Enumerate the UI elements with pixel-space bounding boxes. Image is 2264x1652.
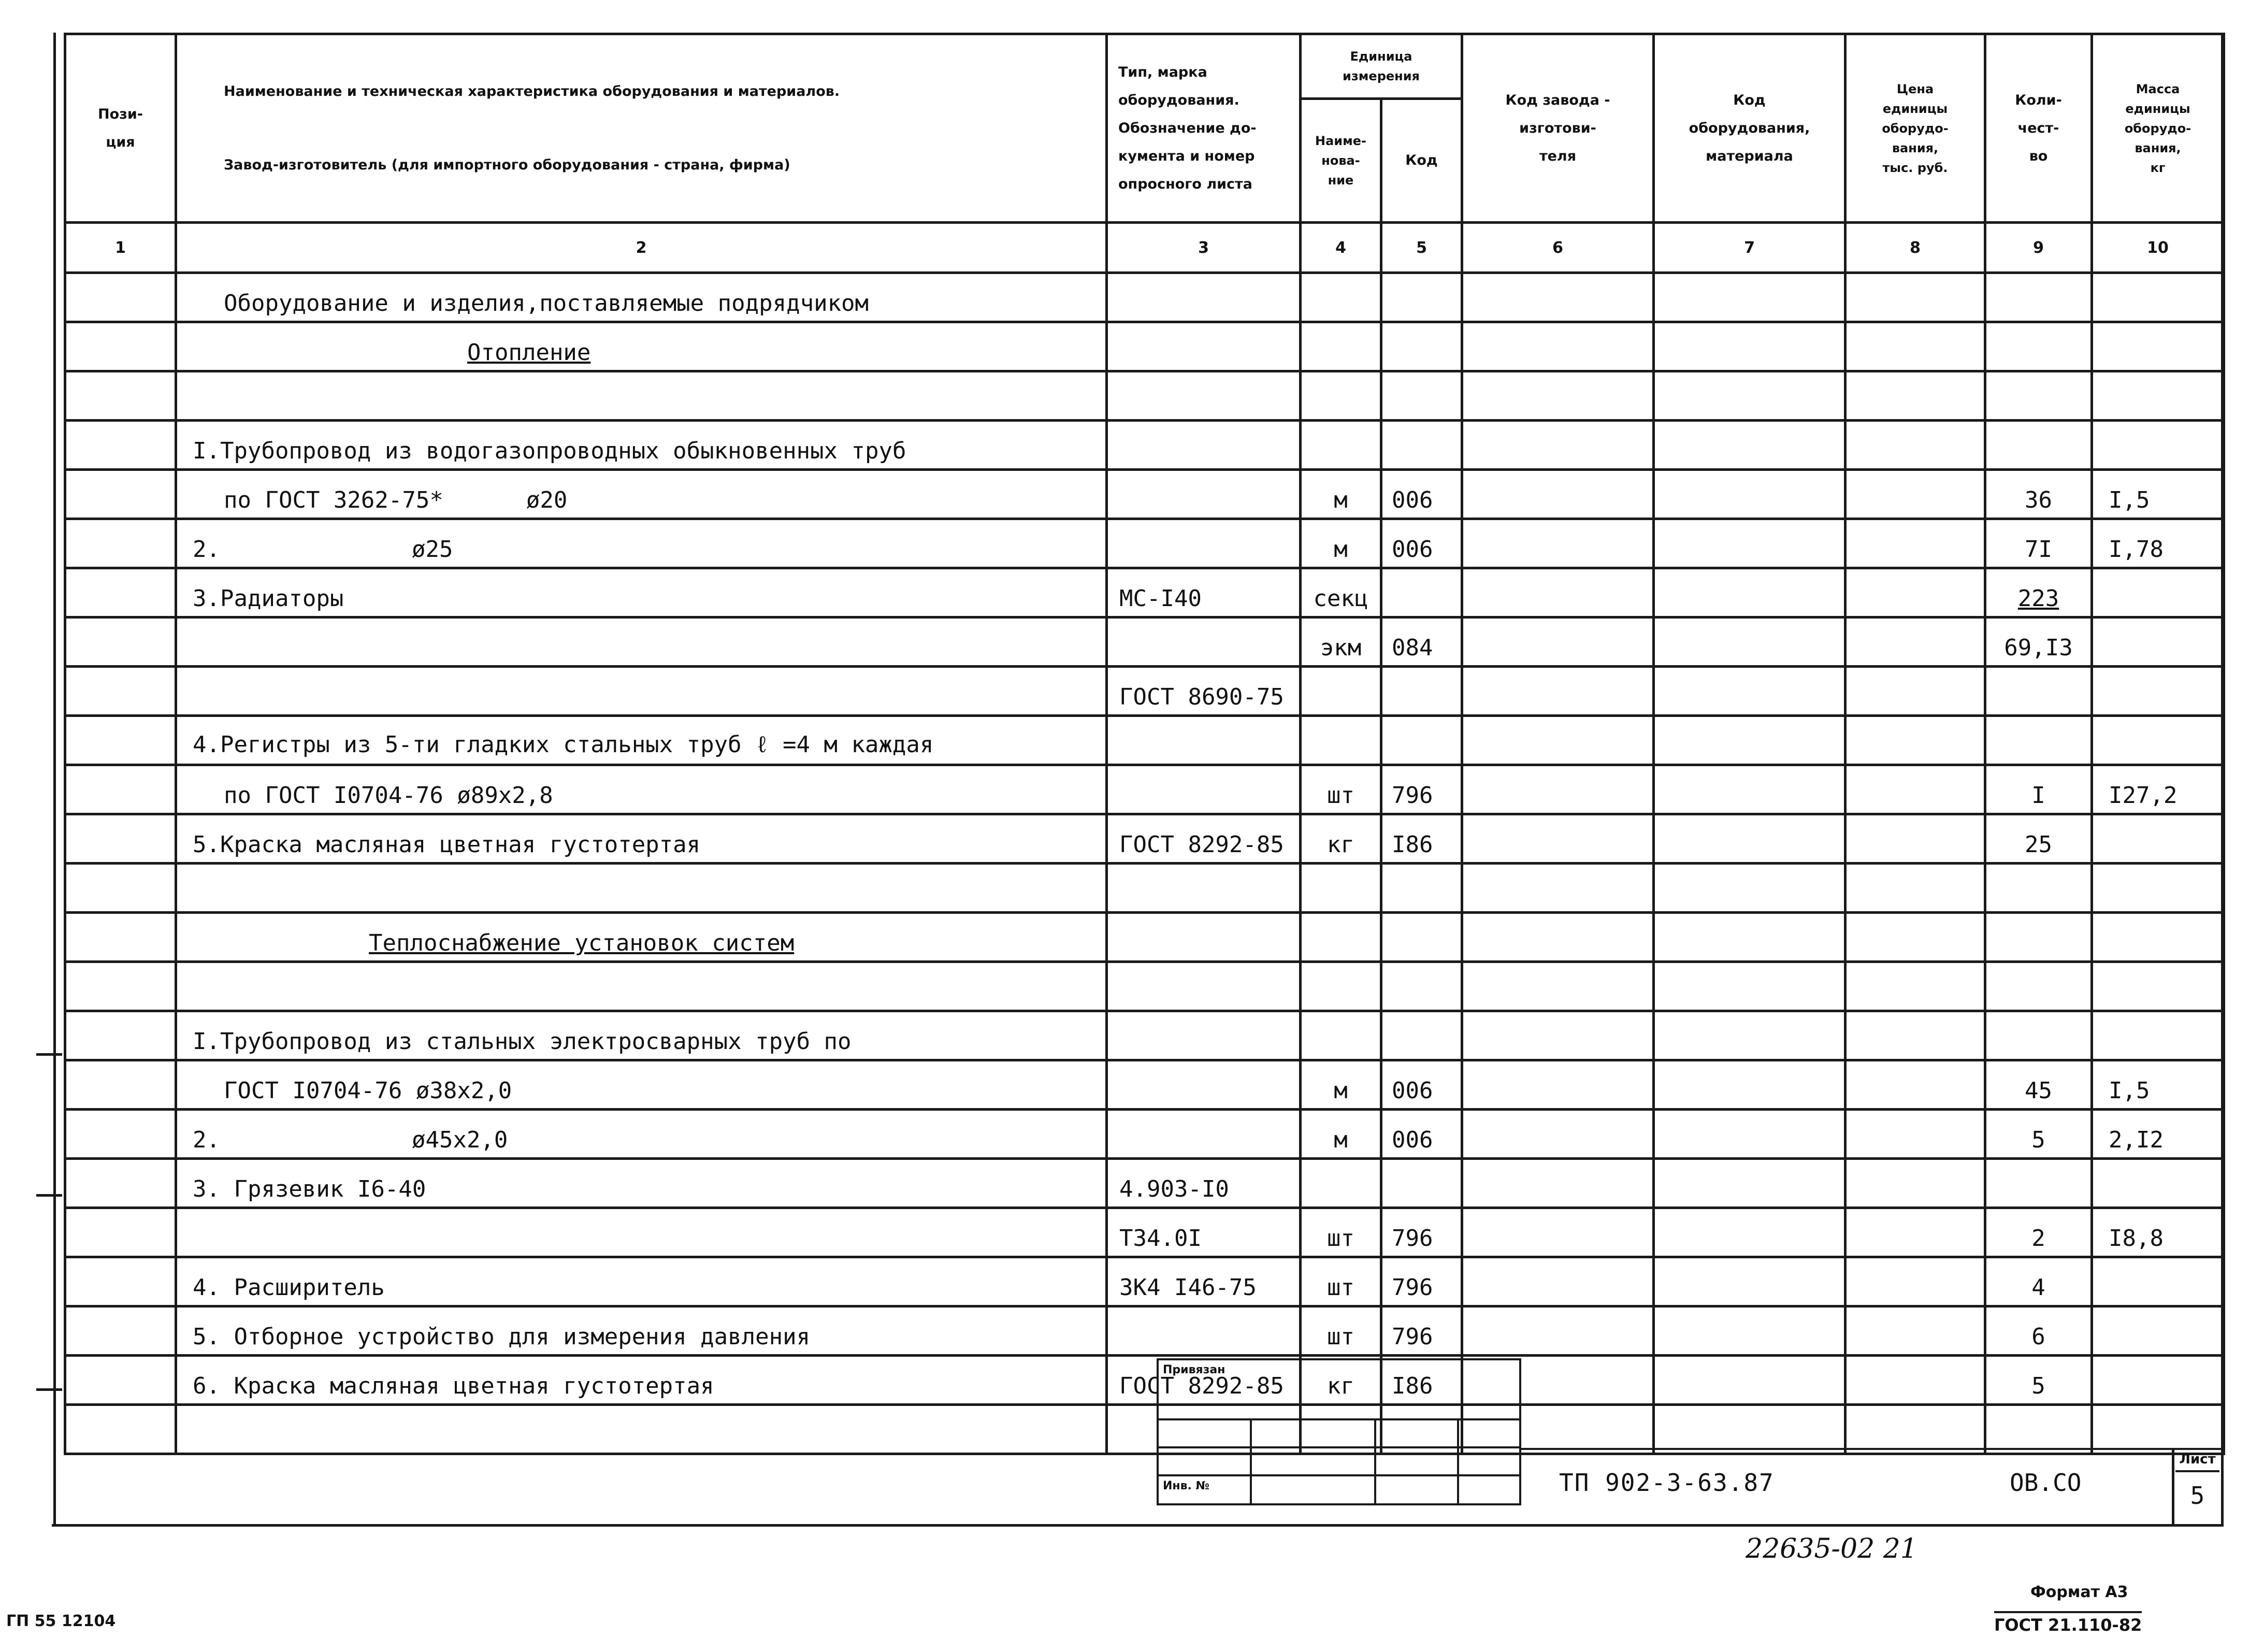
unit-mass: 2,I2 [2092,1110,2224,1159]
item-name: I.Трубопровод из водогазопроводных обыкновенных труб [176,421,1107,470]
unit-code: 084 [1381,617,1462,667]
table-row [65,273,2224,322]
unit-mass: I,78 [2092,519,2224,568]
specification-table [64,33,2225,1455]
document-code: ТП 902-3-63.87 [1559,1469,1775,1497]
col-number: 3 [1107,223,1301,273]
table-row [65,814,2224,864]
col-number: 5 [1381,223,1462,273]
margin-tick [36,1388,62,1391]
table-row [65,470,2224,519]
section-heading: Теплоснабжение установок систем [176,913,1107,962]
unit-name: кг [1301,1356,1381,1405]
unit-mass: I,5 [2092,470,2224,519]
header-quantity: Коли- чест- во [1985,34,2092,223]
margin-tick [36,1194,62,1197]
header-mass: Масса единицы оборудо- вания, кг [2092,34,2224,223]
table-row [65,1159,2224,1208]
header-unit: Единица измерения [1301,34,1462,99]
quantity-value: 223 [2017,585,2059,612]
unit-name: шт [1301,765,1381,814]
col-number: 10 [2092,223,2224,273]
unit-name: шт [1301,1257,1381,1306]
quantity: 6 [1985,1306,2092,1356]
table-row [65,667,2224,716]
table-body [65,273,2224,1454]
table-row [65,765,2224,814]
handwritten-number: 22635-02 21 [1746,1533,1917,1564]
table-row [65,1257,2224,1306]
table-row [65,1208,2224,1257]
table-row [65,1306,2224,1356]
quantity: 45 [1985,1060,2092,1110]
item-number: 2. [193,1127,220,1153]
quantity: 5 [1985,1356,2092,1405]
table-row [65,617,2224,667]
item-type: ЗК4 I46-75 [1107,1257,1301,1306]
col-number: 7 [1654,223,1845,273]
unit-name: экм [1301,617,1381,667]
title-block [1157,1358,1521,1505]
table-row [65,962,2224,1011]
unit-code: 796 [1381,1306,1462,1356]
table-row [65,1060,2224,1110]
table-row [65,1110,2224,1159]
unit-name: шт [1301,1208,1381,1257]
quantity: 4 [1985,1257,2092,1306]
unit-code: 796 [1381,1257,1462,1306]
item-diameter: ø45х2,0 [411,1127,508,1153]
table-row [65,716,2224,765]
header-unit-code: Код [1381,99,1462,223]
quantity: 7I [1985,519,2092,568]
unit-mass: I27,2 [2092,765,2224,814]
header-name-line2: Завод-изготовитель (для импортного оборудования - страна, фирма) [224,156,790,173]
archive-stamp: ГП 55 12104 [6,1612,116,1630]
col-number: 1 [65,223,176,273]
item-name: 5.Краска масляная цветная густотертая [176,814,1107,864]
header-equipment-code: Код оборудования, материала [1654,34,1845,223]
unit-code: I86 [1381,1356,1462,1405]
item-name [176,519,1107,568]
item-diameter: ø25 [411,536,453,563]
margin-tick [36,1053,62,1056]
table-row [65,1405,2224,1454]
header-type: Тип, марка оборудования. Обозначение до- кумента и номер опросного листа [1107,34,1301,223]
quantity: 5 [1985,1110,2092,1159]
table-row [65,421,2224,470]
unit-mass: I8,8 [2092,1208,2224,1257]
col-number: 8 [1845,223,1985,273]
header-price: Цена единицы оборудо- вания, тыс. руб. [1845,34,1985,223]
table-row [65,1356,2224,1405]
sheet-number: 5 [2190,1482,2205,1510]
unit-code: 796 [1381,765,1462,814]
unit-name: секц [1301,568,1381,617]
format-label: Формат А3 [2030,1583,2128,1601]
title-block-top-line [1519,1448,2224,1450]
item-name [176,470,1107,519]
table-row [65,1011,2224,1060]
document-section: ОВ.СО [2010,1469,2082,1497]
table-header [65,34,2224,273]
unit-code: I86 [1381,814,1462,864]
header-position: Пози- ция [65,34,176,223]
item-name [176,1110,1107,1159]
unit-name: м [1301,1110,1381,1159]
item-type: 4.903-I0 [1107,1159,1301,1208]
unit-name: м [1301,519,1381,568]
col-number: 9 [1985,223,2092,273]
item-number: 2. [193,536,220,563]
item-name: по ГОСТ I0704-76 ø89х2,8 [176,765,1107,814]
table-row [65,519,2224,568]
item-type: ГОСТ 8292-85 [1107,814,1301,864]
item-gost: по ГОСТ 3262-75* [224,487,443,513]
section-heading: Отопление [176,322,1107,371]
bound-label: Привязан [1158,1359,1520,1419]
unit-code: 006 [1381,470,1462,519]
col-number: 6 [1462,223,1654,273]
unit-name: кг [1301,814,1381,864]
item-name: 6. Краска масляная цветная густотертая [176,1356,1107,1405]
item-name: I.Трубопровод из стальных электросварных труб по [176,1011,1107,1060]
sheet-label: Лист [2175,1448,2219,1472]
quantity: 69,I3 [1985,617,2092,667]
table-row [65,913,2224,962]
item-name: 3. Грязевик I6-40 [176,1159,1107,1208]
item-name: ГОСТ I0704-76 ø38х2,0 [176,1060,1107,1110]
quantity: 25 [1985,814,2092,864]
header-name-line1: Наименование и техническая характеристика оборудования и материалов. [224,83,840,99]
item-type: Т34.0I [1107,1208,1301,1257]
col-number: 2 [176,223,1107,273]
unit-code: 796 [1381,1208,1462,1257]
item-diameter: ø20 [526,487,568,513]
item-name: 4.Регистры из 5-ти гладких стальных труб ℓ =4 м каждая [176,716,1107,765]
table-row [65,322,2224,371]
column-number-row [65,223,2224,273]
header-unit-name: Наиме- нова- ние [1301,99,1381,223]
col-number: 4 [1301,223,1381,273]
table-row [65,371,2224,421]
group-heading: Оборудование и изделия,поставляемые подрядчиком [176,273,1107,322]
table-row [65,568,2224,617]
gost-label: ГОСТ 21.110-82 [1994,1611,2142,1635]
header-maker-code: Код завода - изготови- теля [1462,34,1654,223]
inventory-label: Инв. № [1158,1475,1251,1504]
unit-code: 006 [1381,1060,1462,1110]
unit-code: 006 [1381,519,1462,568]
frame-left-line [53,33,56,1526]
item-type: ГОСТ 8292-85 [1107,1356,1301,1405]
item-name: 4. Расширитель [176,1257,1107,1306]
unit-mass: I,5 [2092,1060,2224,1110]
item-type: ГОСТ 8690-75 [1107,667,1301,716]
unit-name: м [1301,470,1381,519]
item-name: 3.Радиаторы [176,568,1107,617]
header-name [176,34,1107,223]
unit-code: 006 [1381,1110,1462,1159]
table-row [65,864,2224,913]
quantity [1985,568,2092,617]
quantity: I [1985,765,2092,814]
frame-bottom-line [52,1524,2224,1527]
item-name: 5. Отборное устройство для измерения давления [176,1306,1107,1356]
quantity: 36 [1985,470,2092,519]
quantity: 2 [1985,1208,2092,1257]
item-type: МС-I40 [1107,568,1301,617]
unit-name: шт [1301,1306,1381,1356]
unit-name: м [1301,1060,1381,1110]
